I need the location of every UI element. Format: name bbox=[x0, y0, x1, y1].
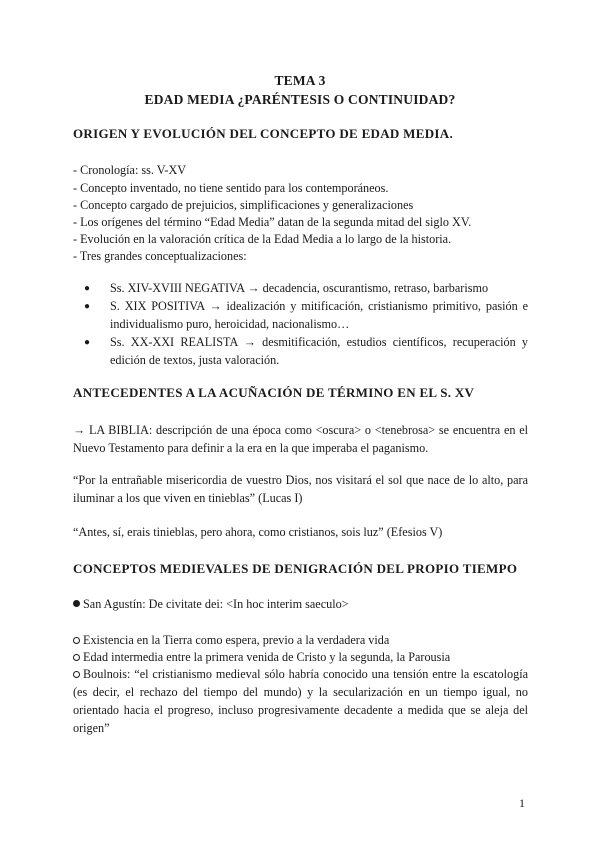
circle-bullet-icon bbox=[73, 637, 80, 644]
item-text: Boulnois: “el cristianismo medieval sólo habría conocido una tensión entre la escatología (es decir, el rechazo del tiempo del mundo) y la secularización en un tiempo igual, no orientado hacia el progreso, incluso progresivamente decadente a medida que se aleja del origen” bbox=[73, 667, 528, 735]
list-item bbox=[73, 631, 528, 649]
tema-title: TEMA 3 bbox=[274, 73, 326, 88]
page-number: 1 bbox=[519, 796, 525, 810]
bullet-negativa: Ss. XIV-XVIII NEGATIVA → decadencia, oscurantismo, retraso, barbarismo bbox=[110, 281, 489, 295]
list-item: - Concepto cargado de prejuicios, simplificaciones y generalizaciones bbox=[73, 198, 414, 212]
bullet-realista: Ss. XX-XXI REALISTA → desmitificación, estudios científicos, recuperación y edición de textos, justa valoración. bbox=[110, 335, 528, 367]
page-title: EDAD MEDIA ¿PARÉNTESIS O CONTINUIDAD? bbox=[144, 92, 456, 107]
list-item bbox=[73, 665, 528, 737]
item-text: Existencia en la Tierra como espera, previo a la verdadera vida bbox=[83, 633, 390, 647]
bullet-positiva: S. XIX POSITIVA → idealización y mitificación, cristianismo primitivo, pasión e individualismo puro, heroicidad, nacionalismo… bbox=[110, 299, 528, 331]
list-item: - Tres grandes conceptualizaciones: bbox=[73, 249, 247, 263]
circle-bullet-icon bbox=[73, 671, 80, 678]
section-heading-origen: ORIGEN Y EVOLUCIÓN DEL CONCEPTO DE EDAD MEDIA. bbox=[73, 126, 453, 141]
circle-bullet-icon bbox=[73, 654, 80, 661]
section-heading-antecedentes: ANTECEDENTES A LA ACUÑACIÓN DE TÉRMINO EN EL S. XV bbox=[73, 385, 475, 400]
quote-lucas: “Por la entrañable misericordia de vuestro Dios, nos visitará el sol que nace de lo alto, para iluminar a los que viven en tinieblas” (Lucas I) bbox=[73, 473, 528, 505]
list-item bbox=[73, 648, 528, 666]
item-text: Edad intermedia entre la primera venida de Cristo y la segunda, la Parousia bbox=[83, 650, 451, 664]
bullet-dot-icon bbox=[73, 600, 80, 607]
augustin-line bbox=[73, 597, 349, 612]
bullet-dot-icon: ● bbox=[84, 337, 91, 348]
augustin-text: San Agustín: De civitate dei: <In hoc interim saeculo> bbox=[83, 597, 349, 611]
quote-efesios: “Antes, sí, erais tinieblas, pero ahora, como cristianos, sois luz” (Efesios V) bbox=[73, 525, 443, 539]
list-item: - Evolución en la valoración crítica de la Edad Media a lo largo de la historia. bbox=[73, 232, 452, 246]
list-item: - Concepto inventado, no tiene sentido para los contemporáneos. bbox=[73, 181, 389, 195]
bullet-dot-icon: ● bbox=[84, 301, 91, 312]
section-heading-conceptos: CONCEPTOS MEDIEVALES DE DENIGRACIÓN DEL PROPIO TIEMPO bbox=[73, 561, 518, 576]
paragraph-biblia: → LA BIBLIA: descripción de una época como <oscura> o <tenebrosa> se encuentra en el Nuevo Testamento para definir a la era en la que imperaba el paganismo. bbox=[73, 423, 528, 455]
bullet-dot-icon: ● bbox=[84, 283, 91, 294]
list-item: - Cronología: ss. V-XV bbox=[73, 163, 187, 177]
list-item: - Los orígenes del término “Edad Media” datan de la segunda mitad del siglo XV. bbox=[73, 215, 472, 229]
